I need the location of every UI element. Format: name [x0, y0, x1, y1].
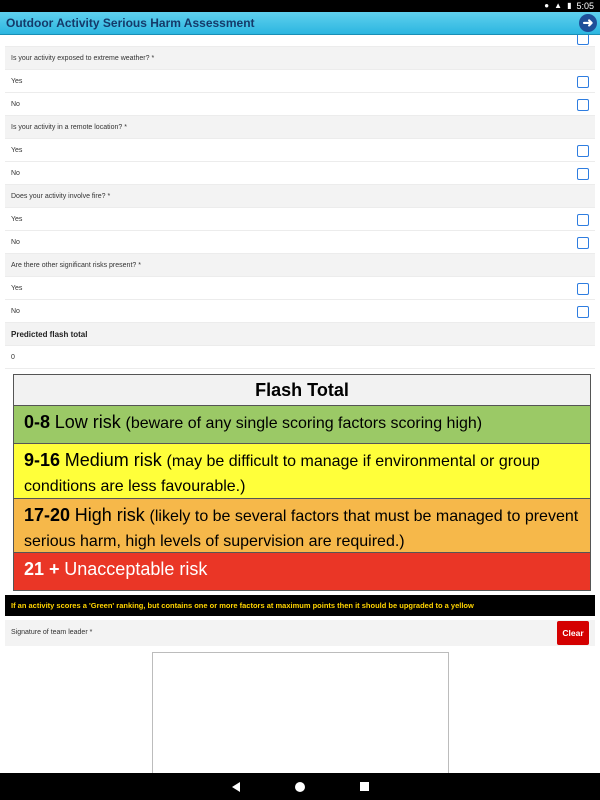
flash-range: 9-16: [24, 450, 61, 470]
flash-description: (likely to be several factors that must be managed to prevent serious harm, high levels of supervision are required.): [24, 508, 579, 550]
flash-description: (beware of any single scoring factors scoring high): [125, 415, 483, 432]
flash-range: 21 +: [24, 559, 60, 579]
flash-risk: Low risk: [54, 412, 121, 432]
clear-button[interactable]: Clear: [557, 621, 589, 645]
question-label: Does your activity involve fire? *: [11, 193, 111, 200]
checkbox-yes[interactable]: [577, 214, 589, 226]
predicted-total-value-row: [5, 346, 595, 369]
back-icon[interactable]: [232, 782, 240, 792]
flash-row-unacceptable: [14, 553, 590, 590]
predicted-total-label-row: [5, 323, 595, 346]
checkbox-no[interactable]: [577, 237, 589, 249]
flash-total-table: [13, 374, 591, 591]
system-nav-bar: [0, 773, 600, 800]
location-icon: ●: [544, 1, 550, 10]
option-label: Yes: [11, 216, 23, 223]
flash-range: 0-8: [24, 412, 51, 432]
flash-row-low: [14, 406, 590, 444]
flash-row-medium: [14, 444, 590, 499]
option-label: Yes: [11, 78, 23, 85]
option-row-no[interactable]: [5, 300, 595, 323]
signature-pad[interactable]: [152, 652, 449, 784]
checkbox-no[interactable]: [577, 99, 589, 111]
option-label: Yes: [11, 147, 23, 154]
flash-risk: High risk: [74, 505, 145, 525]
status-time: 5:05: [576, 1, 594, 11]
flash-range: 17-20: [24, 505, 71, 525]
recent-apps-icon[interactable]: [360, 782, 369, 791]
flash-risk: Medium risk: [64, 450, 162, 470]
question-row: [5, 116, 595, 139]
page-title: Outdoor Activity Serious Harm Assessment: [6, 16, 255, 30]
predicted-total-value: 0: [11, 354, 15, 361]
option-label: No: [11, 101, 20, 108]
option-row-yes[interactable]: [5, 208, 595, 231]
checkbox-no[interactable]: [577, 168, 589, 180]
battery-icon: ▮: [567, 1, 572, 10]
checkbox-no[interactable]: [577, 306, 589, 318]
question-label: Is your activity in a remote location? *: [11, 124, 127, 131]
signal-icon: ▲: [554, 1, 563, 10]
signature-label: Signature of team leader *: [11, 629, 93, 636]
checkbox[interactable]: [577, 35, 589, 45]
flash-row-high: [14, 499, 590, 553]
question-label: Are there other significant risks present? *: [11, 262, 141, 269]
option-row-yes[interactable]: [5, 70, 595, 93]
question-row: [5, 47, 595, 70]
option-row-no[interactable]: [5, 162, 595, 185]
signature-row: [5, 620, 595, 646]
upgrade-warning: If an activity scores a 'Green' ranking, but contains one or more factors at maximum points then it should be upgraded to a yellow: [5, 595, 595, 616]
checkbox-yes[interactable]: [577, 145, 589, 157]
next-button[interactable]: [579, 14, 597, 32]
flash-risk: Unacceptable risk: [64, 559, 208, 579]
option-label: Yes: [11, 285, 23, 292]
status-bar: [0, 0, 600, 12]
option-row-yes[interactable]: [5, 277, 595, 300]
option-row-yes[interactable]: [5, 139, 595, 162]
home-icon[interactable]: [295, 782, 305, 792]
title-bar: [0, 12, 600, 35]
checkbox-yes[interactable]: [577, 76, 589, 88]
option-label: No: [11, 308, 20, 315]
flash-description: (may be difficult to manage if environmental or group conditions are less favourable.): [24, 453, 540, 495]
arrow-right-circle-icon: ➜: [582, 15, 594, 30]
option-row-no[interactable]: [5, 93, 595, 116]
question-row: [5, 254, 595, 277]
question-label: Is your activity exposed to extreme weather? *: [11, 55, 155, 62]
question-row: [5, 185, 595, 208]
option-row-no[interactable]: [5, 231, 595, 254]
predicted-total-label: Predicted flash total: [11, 330, 88, 339]
option-label: No: [11, 239, 20, 246]
option-label: No: [11, 170, 20, 177]
option-row-partial: [5, 35, 595, 47]
checkbox-yes[interactable]: [577, 283, 589, 295]
flash-total-title: Flash Total: [14, 375, 590, 406]
